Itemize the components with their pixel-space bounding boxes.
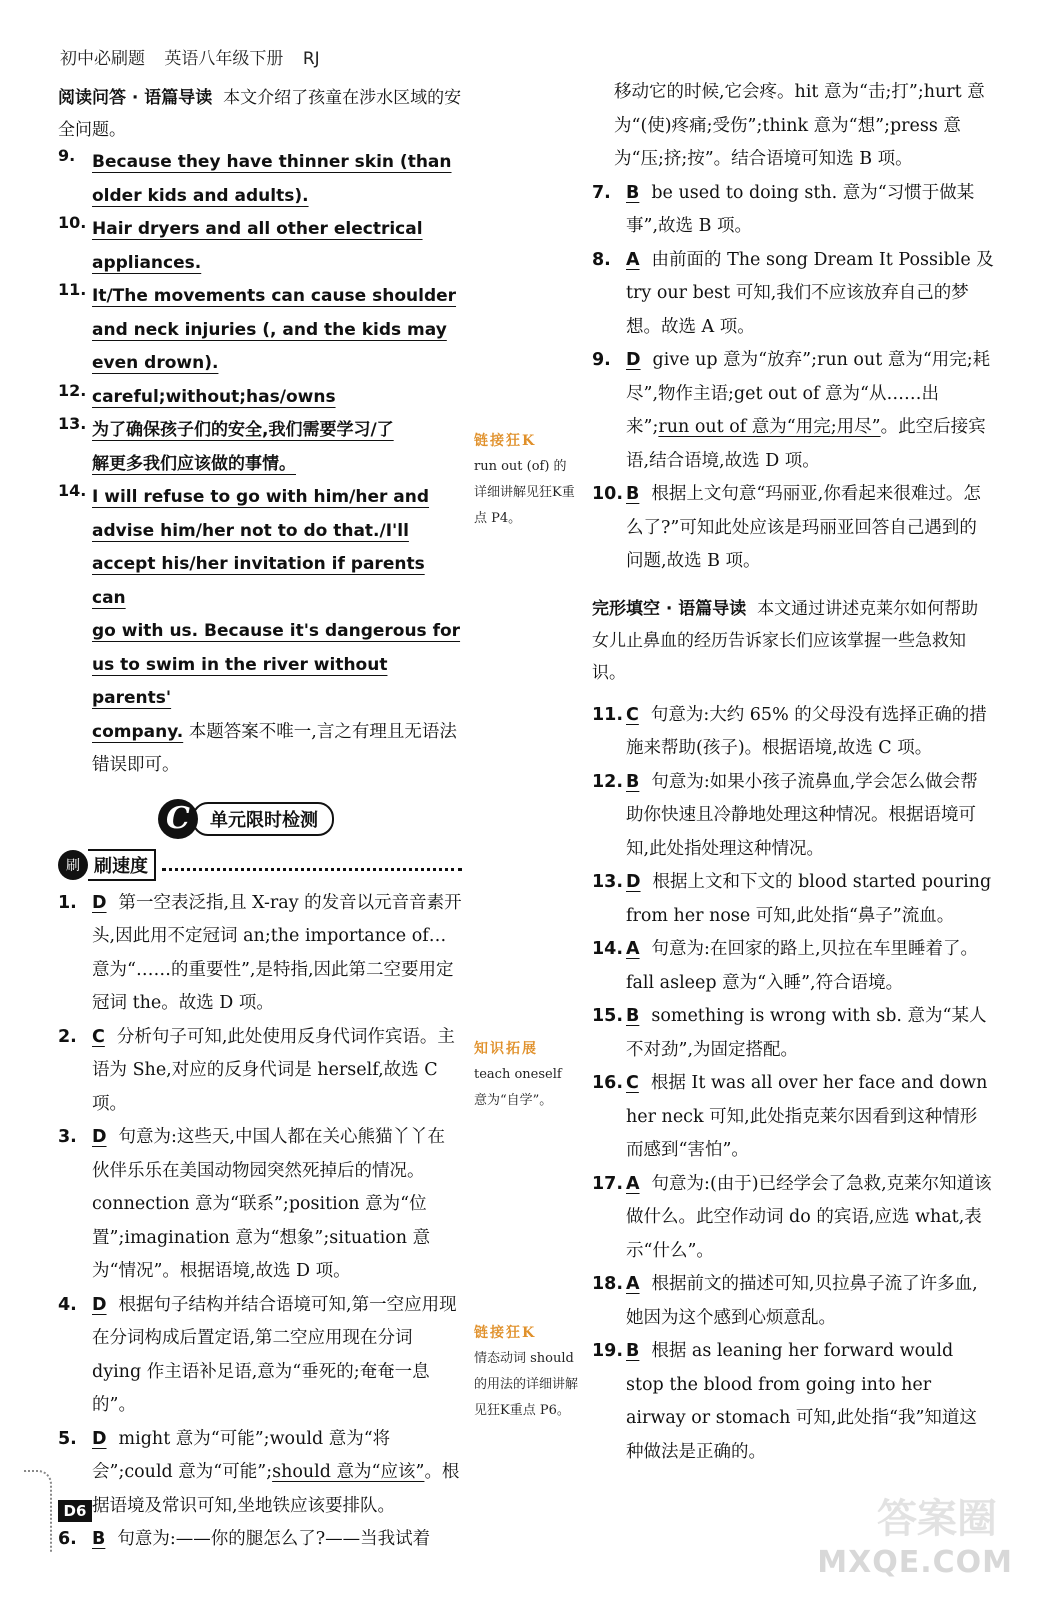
reading-intro: [58, 82, 462, 146]
item-number: 14.: [592, 939, 624, 959]
item-number: 18.: [592, 1274, 624, 1294]
cloze-15: [592, 1000, 994, 1067]
page-header: [60, 44, 334, 69]
answer-letter: A: [626, 1173, 640, 1194]
explanation: 根据上文和下文的 blood started pouring from her nose 可知,此处指“鼻子”流血。: [626, 872, 992, 926]
item-number: 1.: [58, 892, 77, 913]
mcq-4: [58, 1289, 462, 1423]
item-number: 7.: [592, 182, 611, 203]
answer-note: 本题答案不唯一,言之有理且无语法错误即可。: [92, 721, 457, 775]
answer-line: us to swim in the river without parents': [92, 654, 388, 708]
side-note-knowledge: [474, 1036, 578, 1114]
answer-letter: B: [92, 1529, 106, 1549]
answer-letter: A: [626, 1274, 640, 1294]
continued-explanation: 移动它的时候,它会疼。hit 意为“击;打”;hurt 意为“(使)疼痛;受伤”;think 意为“想”;press 意为“压;挤;按”。结合语境可知选 B 项。: [614, 82, 985, 169]
answer-line: go with us. Because it's dangerous for: [92, 621, 461, 641]
answer-letter: D: [92, 892, 107, 913]
side-note-link-1: [474, 428, 578, 532]
item-number: 19.: [592, 1341, 624, 1361]
cloze-13: [592, 866, 994, 933]
explanation: 根据 It was all over her face and down her neck 可知,此处指克莱尔因看到这种情形而感到“害怕”。: [626, 1073, 988, 1160]
answer-line: 解更多我们应该做的事情。: [92, 453, 296, 474]
mcq-8: [592, 244, 994, 345]
explanation: 根据 as leaning her forward would stop the blood from going into her airway or stomach 可知,此处指“我”知道这种做法是正确的。: [626, 1341, 977, 1462]
answer-line: company.: [92, 721, 184, 742]
book-title: 英语八年级下册: [164, 49, 284, 69]
answer-line: Hair dryers and all other electrical: [92, 219, 423, 239]
explanation: 句意为:(由于)已经学会了急救,克莱尔知道该做什么。此空作动词 do 的宾语,应选 what,表示“什么”。: [626, 1173, 992, 1261]
cloze-19: [592, 1335, 994, 1469]
item-number: 13.: [58, 414, 87, 433]
answer-letter: D: [92, 1127, 107, 1147]
side-note-link-2: [474, 1320, 578, 1424]
answer-letter: C: [626, 1073, 639, 1093]
answer-line: 为了确保孩子们的安全,我们需要学习/了: [92, 420, 394, 440]
side-note-tag: 知识拓展: [474, 1041, 538, 1057]
item-number: 17.: [592, 1173, 624, 1194]
reading-intro-text: 本文介绍了孩童在涉水区域的安全问题。: [58, 88, 462, 140]
answer-line: even drown).: [92, 353, 219, 373]
answer-letter: D: [92, 1294, 107, 1315]
answer-line: careful;without;has/owns: [92, 386, 336, 407]
section-banner: [158, 799, 462, 839]
explanation: might 意为“可能”;would 意为“将会”;could 意为“可能”;: [92, 1428, 391, 1482]
item-number: 5.: [58, 1428, 77, 1449]
answer-letter: D: [626, 350, 641, 370]
side-note-tag: 链接狂K: [474, 433, 537, 449]
answer-letter: C: [626, 704, 639, 725]
cloze-intro-label: 完形填空 · 语篇导读: [592, 598, 747, 619]
item-number: 15.: [592, 1006, 624, 1026]
explanation: 句意为:——你的腿怎么了?——当我试着: [117, 1529, 431, 1549]
reading-answer-10: [58, 213, 462, 280]
explanation: something is wrong with sb. 意为“某人不对劲”,为固定搭配。: [626, 1006, 987, 1060]
item-number: 16.: [592, 1073, 624, 1093]
watermark-logo: 答案圈: [877, 1496, 997, 1542]
item-number: 10.: [592, 484, 624, 504]
answer-line: I will refuse to go with him/her and: [92, 487, 430, 507]
item-number: 8.: [592, 249, 611, 270]
side-note-text: teach oneself 意为“自学”。: [474, 1067, 562, 1108]
item-number: 3.: [58, 1127, 77, 1147]
side-note-tag: 链接狂K: [474, 1325, 537, 1341]
item-number: 14.: [58, 481, 87, 500]
explanation: 句意为:这些天,中国人都在关心熊猫丫丫在伙伴乐乐在美国动物园突然死掉后的情况。connection 意为“联系”;position 意为“位置”;imagination 意为“想象”;situation 意为“情况”。根据语境,故选 D 项。: [92, 1127, 445, 1281]
mcq-7: [592, 177, 994, 244]
mcq-9: [592, 344, 994, 478]
reading-answer-13: [58, 414, 462, 481]
explanation: 根据前文的描述可知,贝拉鼻子流了许多血,她因为这个感到心烦意乱。: [626, 1274, 978, 1328]
section-letter-badge: C: [158, 799, 198, 839]
speed-label: 刷速度: [88, 849, 156, 881]
edition: RJ: [302, 49, 320, 69]
answer-letter: B: [626, 1341, 640, 1361]
reading-answer-9: [58, 146, 462, 213]
explanation: 根据上文句意“玛丽亚,你看起来很难过。怎么了?”可知此处应该是玛丽亚回答自己遇到的问题,故选 B 项。: [626, 484, 981, 571]
brush-icon: 刷: [58, 850, 88, 880]
answer-letter: A: [626, 249, 640, 270]
item-number: 11.: [592, 704, 624, 725]
answer-letter: B: [626, 182, 640, 203]
explanation: 句意为:大约 65% 的父母没有选择正确的措施来帮助(孩子)。根据语境,故选 C 项。: [626, 704, 987, 758]
item-number: 9.: [592, 350, 611, 370]
reading-intro-label: 阅读问答 · 语篇导读: [58, 88, 213, 108]
explanation: 。此空后接宾语,结合语境,故选 D 项。: [626, 417, 986, 471]
item-number: 13.: [592, 872, 624, 892]
answer-letter: D: [92, 1428, 107, 1449]
cloze-intro: [592, 593, 994, 689]
cloze-14: [592, 933, 994, 1000]
mcq-5: [58, 1423, 462, 1524]
mcq-2: [58, 1021, 462, 1122]
answer-line: It/The movements can cause shoulder: [92, 286, 457, 306]
explanation: 由前面的 The song Dream It Possible 及 try our best 可知,我们不应该放弃自己的梦想。故选 A 项。: [626, 249, 994, 337]
answer-line: and neck injuries (, and the kids may: [92, 319, 447, 340]
dotted-divider: [162, 858, 462, 871]
answer-line: Because they have thinner skin (than: [92, 152, 452, 172]
explanation: 句意为:在回家的路上,贝拉在车里睡着了。fall asleep 意为“入睡”,符合语境。: [626, 939, 979, 993]
reading-answer-14: [58, 481, 462, 783]
answer-line: older kids and adults).: [92, 185, 309, 206]
explanation: 第一空表泛指,且 X-ray 的发音以元音音素开头,因此用不定冠词 an;the importance of… 意为“……的重要性”,是特指,因此第二空要用定冠词 the。故选 D 项。: [92, 892, 462, 1013]
item-number: 9.: [58, 146, 76, 165]
item-number: 12.: [592, 771, 624, 792]
explanation: 。根据语境及常识可知,坐地铁应该要排队。: [92, 1462, 460, 1516]
cloze-16: [592, 1067, 994, 1168]
answer-line: advise him/her not to do that./I'll: [92, 520, 409, 541]
item-number: 10.: [58, 213, 87, 232]
explanation: 分析句子可知,此处使用反身代词作宾语。主语为 She,对应的反身代词是 herself,故选 C 项。: [92, 1026, 455, 1114]
answer-letter: B: [626, 1006, 640, 1026]
page-number: D6: [58, 1500, 92, 1522]
right-column: [592, 76, 994, 1469]
cloze-12: [592, 766, 994, 867]
reading-answer-11: [58, 280, 462, 381]
explanation-underlined: should 意为“应该”: [272, 1462, 425, 1482]
page-corner-decoration: [24, 1470, 52, 1552]
watermark-url: MXQE.COM: [817, 1545, 1013, 1580]
answer-letter: B: [626, 484, 640, 504]
left-column: [58, 82, 462, 1557]
side-note-text: run out (of) 的详细讲解见狂K重点 P4。: [474, 459, 575, 526]
mcq-10: [592, 478, 994, 579]
cloze-intro-text: 本文通过讲述克莱尔如何帮助女儿止鼻血的经历告诉家长们应该掌握一些急救知识。: [592, 598, 979, 683]
explanation: 句意为:如果小孩子流鼻血,学会怎么做会帮助你快速且冷静地处理这种情况。根据语境可知,此处指处理这种情况。: [626, 771, 978, 859]
explanation: 根据句子结构并结合语境可知,第一空应用现在分词构成后置定语,第二空应用现在分词 dying 作主语补足语,意为“垂死的;奄奄一息的”。: [92, 1294, 457, 1415]
item-number: 4.: [58, 1294, 77, 1315]
answer-letter: D: [626, 872, 641, 892]
item-number: 6.: [58, 1529, 77, 1549]
series-title: 初中必刷题: [60, 49, 145, 69]
mcq-1: [58, 887, 462, 1021]
mcq-3: [58, 1121, 462, 1289]
speed-header: [58, 849, 462, 881]
explanation: give up 意为“放弃”;run out 意为“用完;耗尽”,物作主语;get out of 意为“从……出来”;: [626, 350, 991, 437]
explanation-underlined: run out of 意为“用完;用尽”: [658, 417, 881, 437]
item-number: 12.: [58, 380, 87, 400]
answer-line: appliances.: [92, 252, 202, 273]
item-number: 2.: [58, 1026, 77, 1047]
section-title: 单元限时检测: [192, 802, 334, 836]
explanation: be used to doing sth. 意为“习惯于做某事”,故选 B 项。: [626, 182, 975, 236]
answer-letter: A: [626, 939, 640, 959]
cloze-17: [592, 1168, 994, 1269]
side-note-text: 情态动词 should 的用法的详细讲解见狂K重点 P6。: [474, 1351, 579, 1418]
mcq-6: [58, 1523, 462, 1557]
answer-letter: B: [626, 771, 640, 792]
item-number: 11.: [58, 280, 87, 299]
answer-letter: C: [92, 1026, 105, 1047]
cloze-11: [592, 699, 994, 766]
cloze-18: [592, 1268, 994, 1335]
reading-answer-12: [58, 381, 462, 415]
answer-line: accept his/her invitation if parents can: [92, 554, 425, 608]
